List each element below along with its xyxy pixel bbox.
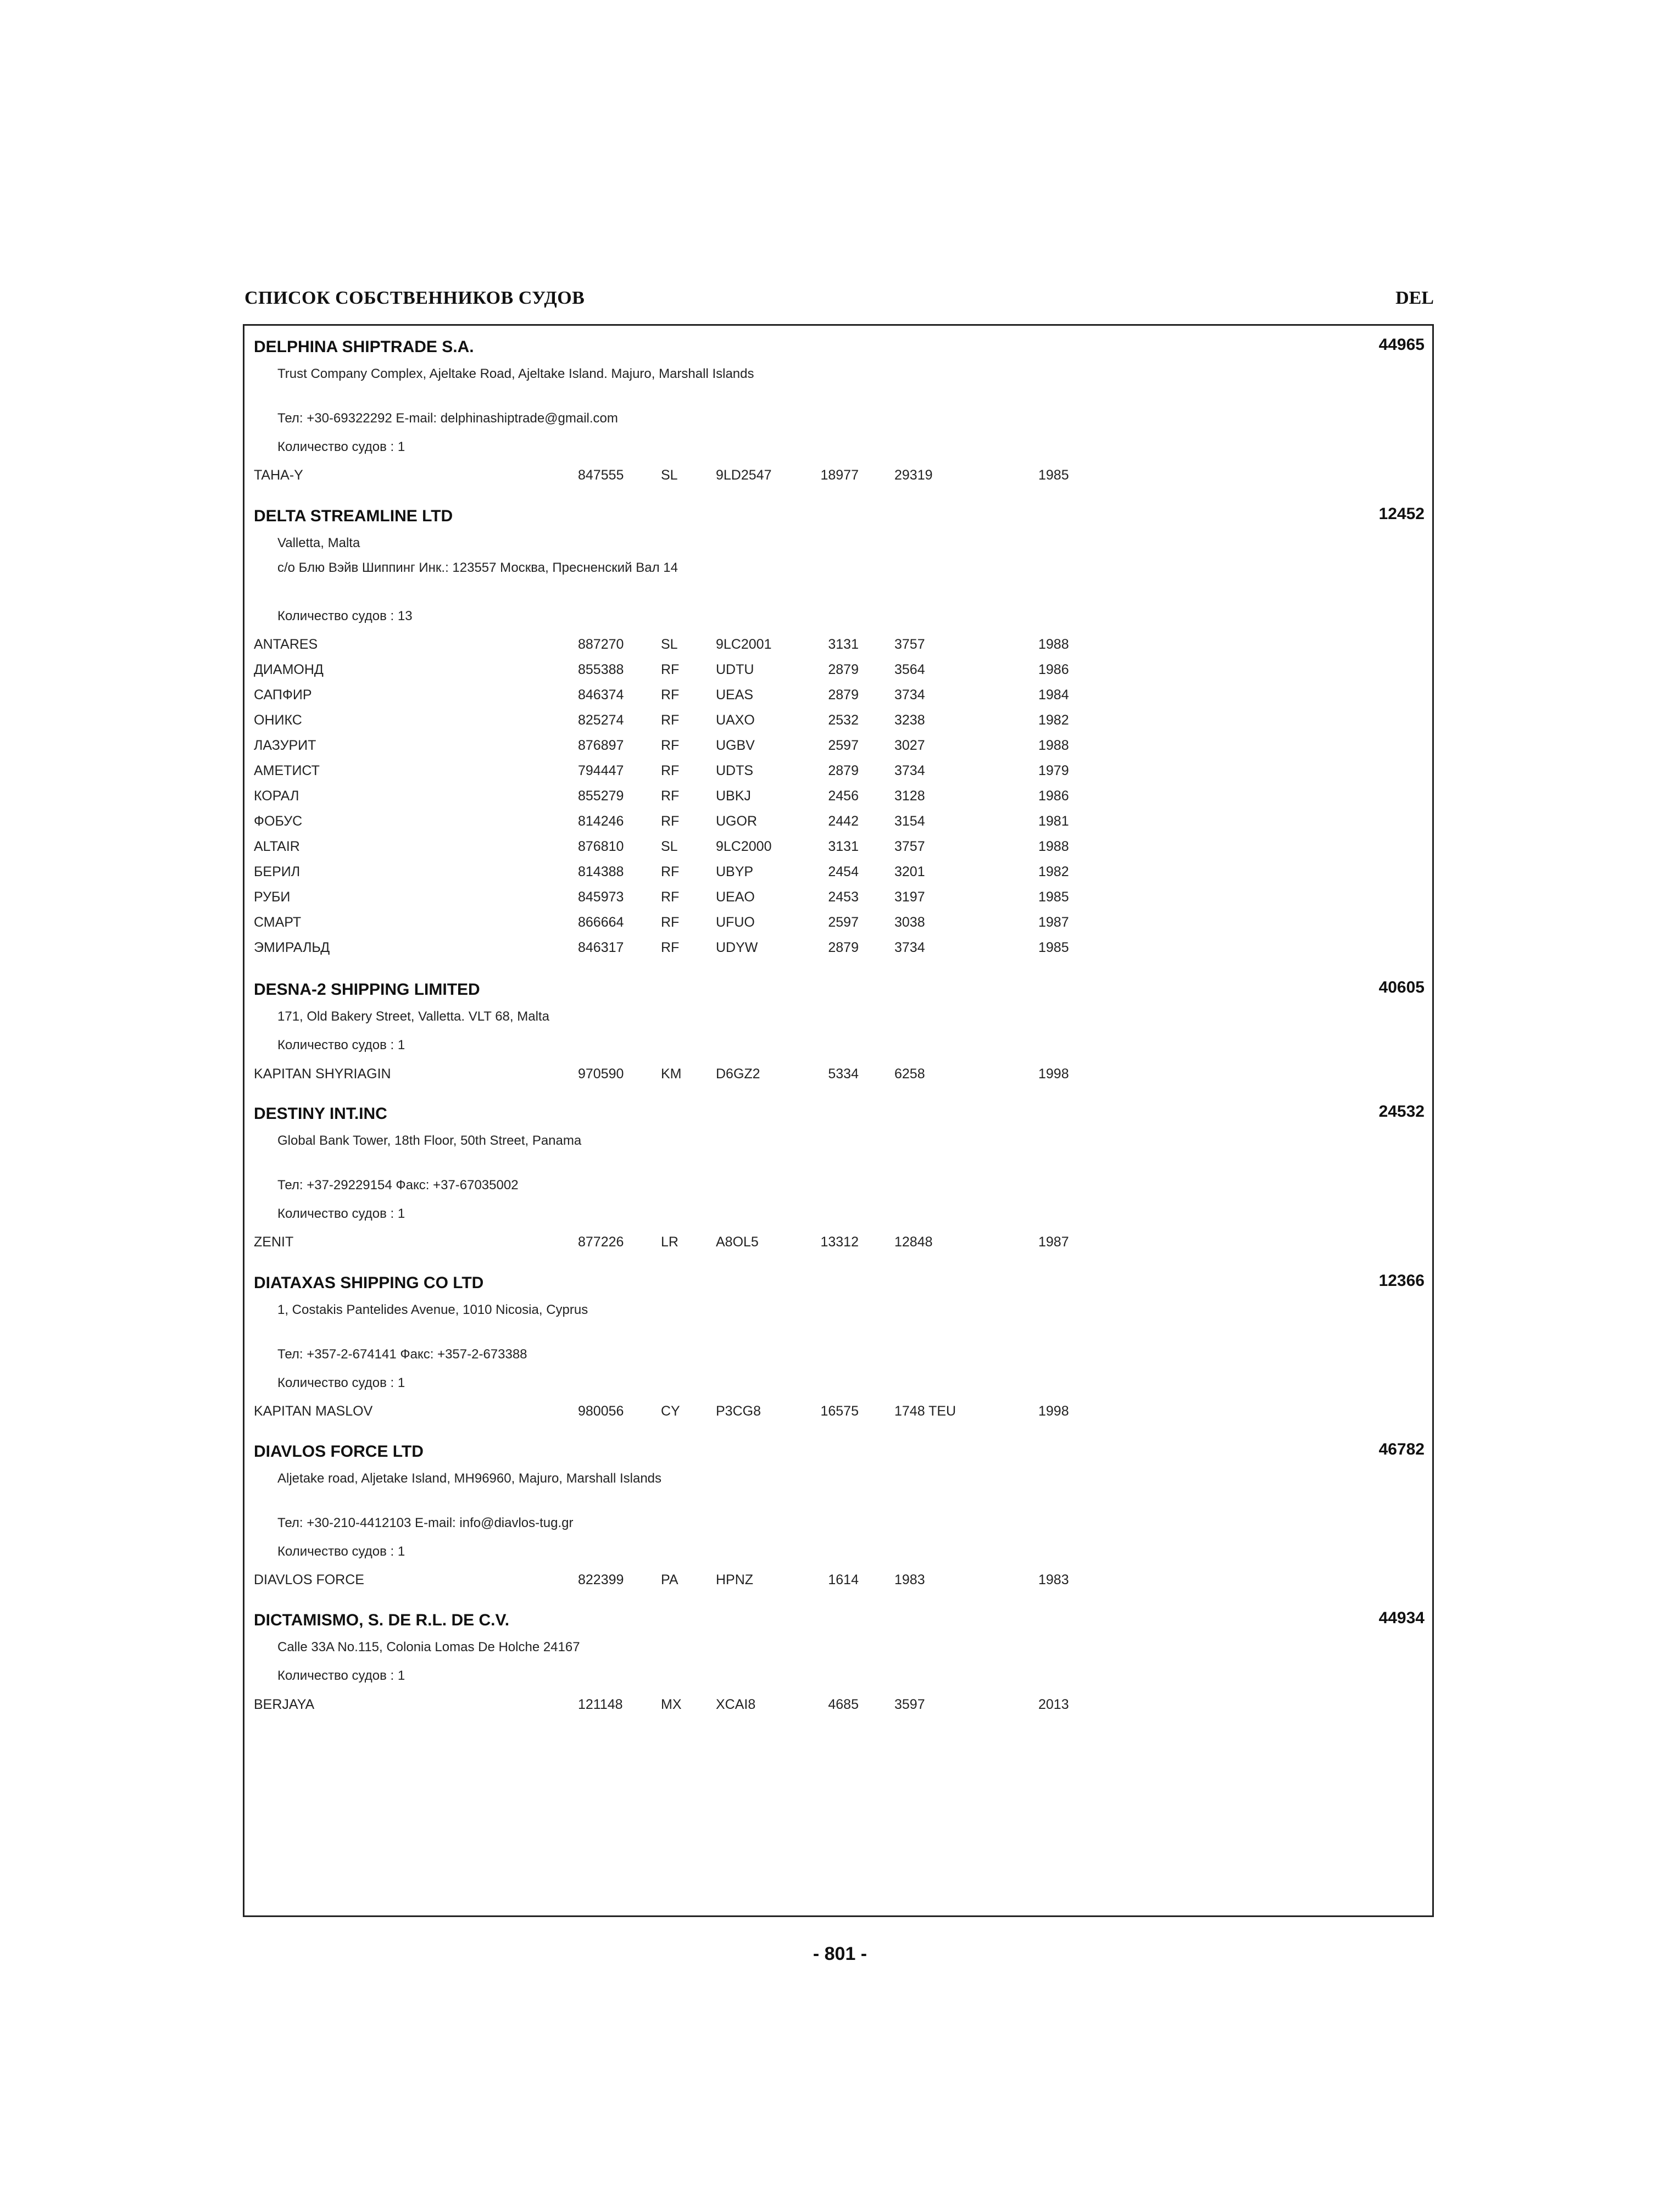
vessel-dwt: 3597 — [894, 1697, 925, 1712]
vessel-flag: RF — [661, 915, 680, 930]
vessel-gt: 2454 — [828, 864, 859, 879]
vessel-flag: RF — [661, 889, 680, 905]
owner-address: Global Bank Tower, 18th Floor, 50th Street, Panama — [277, 1133, 582, 1148]
vessel-name: ЛАЗУРИТ — [254, 738, 316, 753]
vessel-callsign: XCAI8 — [716, 1697, 756, 1712]
vessel-count: Количество судов : 1 — [277, 439, 405, 454]
vessel-year: 1982 — [1038, 864, 1069, 879]
vessel-flag: LR — [661, 1234, 678, 1250]
vessel-count: Количество судов : 1 — [277, 1038, 405, 1052]
vessel-dwt: 3757 — [894, 637, 925, 652]
vessel-gt: 5334 — [828, 1066, 859, 1082]
vessel-row — [244, 738, 1432, 760]
vessel-year: 1985 — [1038, 889, 1069, 905]
vessel-row — [244, 467, 1432, 489]
vessel-name: KAPITAN SHYRIAGIN — [254, 1066, 391, 1082]
vessel-name: ОНИКС — [254, 712, 302, 728]
vessel-callsign: 9LC2001 — [716, 637, 772, 652]
vessel-reg: 855279 — [578, 788, 624, 804]
vessel-name: ZENIT — [254, 1234, 294, 1250]
vessel-gt: 13312 — [820, 1234, 859, 1250]
owner-address: Calle 33A No.115, Colonia Lomas De Holche 24167 — [277, 1640, 580, 1654]
vessel-dwt: 3197 — [894, 889, 925, 905]
vessel-gt: 2879 — [828, 687, 859, 703]
vessel-year: 1998 — [1038, 1066, 1069, 1082]
vessel-flag: KM — [661, 1066, 682, 1082]
vessel-callsign: UEAS — [716, 687, 754, 703]
vessel-row — [244, 1066, 1432, 1088]
vessel-row — [244, 637, 1432, 659]
vessel-year: 1981 — [1038, 814, 1069, 829]
vessel-callsign: UBKJ — [716, 788, 751, 804]
vessel-name: ЭМИРАЛЬД — [254, 940, 330, 955]
vessel-row — [244, 763, 1432, 785]
vessel-dwt: 3757 — [894, 839, 925, 854]
vessel-flag: SL — [661, 839, 678, 854]
vessel-dwt: 3027 — [894, 738, 925, 753]
vessel-reg: 845973 — [578, 889, 624, 905]
vessel-row — [244, 1403, 1432, 1425]
vessel-name: ANTARES — [254, 637, 318, 652]
vessel-row — [244, 814, 1432, 835]
owner-contact: Тел: +37-29229154 Факс: +37-67035002 — [277, 1178, 519, 1193]
vessel-callsign: P3CG8 — [716, 1403, 761, 1419]
vessel-gt: 16575 — [820, 1403, 859, 1419]
vessel-gt: 2879 — [828, 763, 859, 778]
owner-id: 12366 — [1378, 1272, 1425, 1290]
owner-id: 44965 — [1378, 336, 1425, 354]
vessel-flag: RF — [661, 788, 680, 804]
vessel-row — [244, 864, 1432, 886]
vessel-dwt: 3154 — [894, 814, 925, 829]
owner-id: 46782 — [1378, 1440, 1425, 1458]
vessel-gt: 2442 — [828, 814, 859, 829]
vessel-reg: 876897 — [578, 738, 624, 753]
vessel-reg: 887270 — [578, 637, 624, 652]
owner-contact: Тел: +30-210-4412103 E-mail: info@diavlos-tug.gr — [277, 1516, 574, 1530]
vessel-gt: 2456 — [828, 788, 859, 804]
vessel-name: СМАРТ — [254, 915, 302, 930]
vessel-callsign: UDTS — [716, 763, 754, 778]
owner-name: DELPHINA SHIPTRADE S.A. — [254, 338, 474, 356]
vessel-name: ДИАМОНД — [254, 662, 324, 677]
vessel-callsign: UFUO — [716, 915, 755, 930]
vessel-gt: 2597 — [828, 915, 859, 930]
vessel-callsign: D6GZ2 — [716, 1066, 760, 1082]
vessel-year: 1988 — [1038, 839, 1069, 854]
vessel-year: 1983 — [1038, 1572, 1069, 1587]
vessel-callsign: 9LD2547 — [716, 467, 772, 483]
vessel-row — [244, 940, 1432, 962]
vessel-reg: 846374 — [578, 687, 624, 703]
owner-name: DICTAMISMO, S. DE R.L. DE C.V. — [254, 1611, 510, 1629]
vessel-year: 1979 — [1038, 763, 1069, 778]
vessel-row — [244, 712, 1432, 734]
vessel-flag: RF — [661, 738, 680, 753]
vessel-year: 1987 — [1038, 1234, 1069, 1250]
vessel-callsign: 9LC2000 — [716, 839, 772, 854]
owner-address: Valletta, Malta — [277, 536, 360, 550]
vessel-dwt: 3734 — [894, 763, 925, 778]
vessel-callsign: UDTU — [716, 662, 754, 677]
vessel-dwt: 3038 — [894, 915, 925, 930]
vessel-count: Количество судов : 1 — [277, 1206, 405, 1221]
vessel-name: КОРАЛ — [254, 788, 299, 804]
vessel-year: 1982 — [1038, 712, 1069, 728]
vessel-reg: 814246 — [578, 814, 624, 829]
vessel-callsign: UDYW — [716, 940, 758, 955]
vessel-gt: 2597 — [828, 738, 859, 753]
vessel-dwt: 3128 — [894, 788, 925, 804]
vessel-gt: 2879 — [828, 662, 859, 677]
vessel-year: 1985 — [1038, 467, 1069, 483]
owner-contact: Тел: +30-69322292 E-mail: delphinashiptrade@gmail.com — [277, 411, 618, 426]
vessel-name: БЕРИЛ — [254, 864, 301, 879]
owner-name: DIATAXAS SHIPPING CO LTD — [254, 1274, 484, 1292]
owner-id: 24532 — [1378, 1102, 1425, 1121]
vessel-reg: 855388 — [578, 662, 624, 677]
vessel-year: 1998 — [1038, 1403, 1069, 1419]
vessel-gt: 2532 — [828, 712, 859, 728]
vessel-name: ФОБУС — [254, 814, 303, 829]
vessel-name: DIAVLOS FORCE — [254, 1572, 364, 1587]
vessel-name: BERJAYA — [254, 1697, 315, 1712]
vessel-count: Количество судов : 1 — [277, 1668, 405, 1683]
vessel-flag: PA — [661, 1572, 678, 1587]
vessel-reg: 847555 — [578, 467, 624, 483]
vessel-gt: 3131 — [828, 839, 859, 854]
owners-frame — [243, 324, 1434, 1917]
owner-address: 1, Costakis Pantelides Avenue, 1010 Nicosia, Cyprus — [277, 1302, 588, 1317]
vessel-row — [244, 1234, 1432, 1256]
vessel-dwt: 3238 — [894, 712, 925, 728]
vessel-reg: 825274 — [578, 712, 624, 728]
vessel-reg: 822399 — [578, 1572, 624, 1587]
vessel-flag: RF — [661, 712, 680, 728]
vessel-count: Количество судов : 13 — [277, 609, 413, 623]
vessel-name: ALTAIR — [254, 839, 300, 854]
vessel-callsign: HPNZ — [716, 1572, 754, 1587]
owner-address: Trust Company Complex, Ajeltake Road, Ajeltake Island. Majuro, Marshall Islands — [277, 366, 754, 381]
owner-id: 40605 — [1378, 978, 1425, 996]
owner-name: DELTA STREAMLINE LTD — [254, 507, 453, 525]
vessel-callsign: UBYP — [716, 864, 754, 879]
vessel-callsign: UAXO — [716, 712, 755, 728]
vessel-dwt: 3564 — [894, 662, 925, 677]
vessel-gt: 18977 — [820, 467, 859, 483]
vessel-name: РУБИ — [254, 889, 291, 905]
vessel-row — [244, 1697, 1432, 1719]
vessel-callsign: UGOR — [716, 814, 757, 829]
vessel-dwt: 12848 — [894, 1234, 933, 1250]
owner-id: 12452 — [1378, 505, 1425, 523]
vessel-reg: 980056 — [578, 1403, 624, 1419]
vessel-year: 1984 — [1038, 687, 1069, 703]
vessel-gt: 3131 — [828, 637, 859, 652]
vessel-flag: MX — [661, 1697, 682, 1712]
vessel-flag: RF — [661, 940, 680, 955]
vessel-reg: 876810 — [578, 839, 624, 854]
owner-name: DESNA-2 SHIPPING LIMITED — [254, 981, 480, 999]
owner-name: DESTINY INT.INC — [254, 1105, 387, 1123]
vessel-flag: RF — [661, 763, 680, 778]
vessel-reg: 866664 — [578, 915, 624, 930]
vessel-name: АМЕТИСТ — [254, 763, 320, 778]
vessel-year: 1986 — [1038, 662, 1069, 677]
vessel-reg: 877226 — [578, 1234, 624, 1250]
owner-address: 171, Old Bakery Street, Valletta. VLT 68, Malta — [277, 1009, 549, 1024]
vessel-gt: 1614 — [828, 1572, 859, 1587]
vessel-name: TAHA-Y — [254, 467, 303, 483]
vessel-reg: 121148 — [578, 1697, 623, 1712]
owner-id: 44934 — [1378, 1609, 1425, 1627]
vessel-callsign: UEAO — [716, 889, 755, 905]
vessel-reg: 970590 — [578, 1066, 624, 1082]
vessel-dwt: 29319 — [894, 467, 933, 483]
vessel-flag: SL — [661, 637, 678, 652]
owner-name: DIAVLOS FORCE LTD — [254, 1442, 424, 1461]
vessel-dwt: 3201 — [894, 864, 925, 879]
page-title: СПИСОК СОБСТВЕННИКОВ СУДОВ — [244, 288, 585, 308]
vessel-flag: RF — [661, 662, 680, 677]
vessel-dwt: 3734 — [894, 687, 925, 703]
vessel-callsign: A8OL5 — [716, 1234, 759, 1250]
owner-address-2: c/o Блю Вэйв Шиппинг Инк.: 123557 Москва, Пресненский Вал 14 — [277, 560, 678, 575]
vessel-row — [244, 662, 1432, 684]
vessel-row — [244, 687, 1432, 709]
vessel-count: Количество судов : 1 — [277, 1375, 405, 1390]
vessel-dwt: 6258 — [894, 1066, 925, 1082]
page-header — [244, 288, 1434, 321]
vessel-reg: 794447 — [578, 763, 624, 778]
vessel-row — [244, 915, 1432, 937]
vessel-gt: 2453 — [828, 889, 859, 905]
vessel-dwt: 3734 — [894, 940, 925, 955]
vessel-row — [244, 889, 1432, 911]
vessel-dwt: 1983 — [894, 1572, 925, 1587]
vessel-year: 1988 — [1038, 637, 1069, 652]
vessel-name: САПФИР — [254, 687, 312, 703]
vessel-year: 1986 — [1038, 788, 1069, 804]
section-code: DEL — [1395, 288, 1434, 308]
vessel-flag: RF — [661, 687, 680, 703]
vessel-flag: SL — [661, 467, 678, 483]
vessel-reg: 846317 — [578, 940, 624, 955]
owner-contact: Тел: +357-2-674141 Факс: +357-2-673388 — [277, 1347, 527, 1362]
vessel-gt: 4685 — [828, 1697, 859, 1712]
vessel-row — [244, 839, 1432, 861]
owner-address: Aljetake road, Aljetake Island, MH96960, Majuro, Marshall Islands — [277, 1471, 662, 1486]
vessel-flag: RF — [661, 814, 680, 829]
vessel-year: 1988 — [1038, 738, 1069, 753]
vessel-row — [244, 1572, 1432, 1594]
vessel-year: 1987 — [1038, 915, 1069, 930]
vessel-count: Количество судов : 1 — [277, 1544, 405, 1559]
vessel-year: 2013 — [1038, 1697, 1069, 1712]
vessel-row — [244, 788, 1432, 810]
vessel-year: 1985 — [1038, 940, 1069, 955]
page-number: - 801 - — [813, 1943, 867, 1964]
vessel-dwt: 1748 TEU — [894, 1403, 956, 1419]
vessel-flag: RF — [661, 864, 680, 879]
vessel-reg: 814388 — [578, 864, 624, 879]
vessel-gt: 2879 — [828, 940, 859, 955]
vessel-flag: CY — [661, 1403, 680, 1419]
vessel-callsign: UGBV — [716, 738, 755, 753]
vessel-name: KAPITAN MASLOV — [254, 1403, 373, 1419]
